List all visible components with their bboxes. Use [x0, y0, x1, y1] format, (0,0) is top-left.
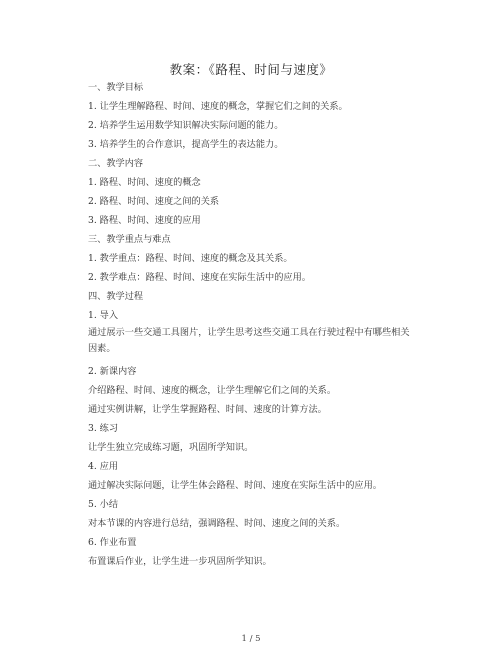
focus-item-2: 2. 教学难点：路程、时间、速度在实际生活中的应用。: [88, 272, 311, 283]
intro-paragraph: 通过展示一些交通工具图片，让学生思考这些交通工具在行驶过程中有哪些相关因素。: [88, 327, 410, 354]
process-step-2-text-2: 通过实例讲解，让学生掌握路程、时间、速度的计算方法。: [88, 404, 327, 415]
process-step-5: 5. 小结: [88, 499, 119, 510]
objective-item-1: 1. 让学生理解路程、时间、速度的概念，掌握它们之间的关系。: [88, 101, 348, 112]
page-number: 1 / 5: [241, 634, 261, 644]
content-item-1: 1. 路程、时间、速度的概念: [88, 177, 201, 188]
content-item-3: 3. 路程、时间、速度的应用: [88, 215, 201, 226]
process-step-6: 6. 作业布置: [88, 537, 137, 548]
process-step-4: 4. 应用: [88, 461, 119, 472]
process-step-6-text: 布置课后作业，让学生进一步巩固所学知识。: [88, 556, 272, 567]
process-step-3-text: 让学生独立完成练习题，巩固所学知识。: [88, 442, 254, 453]
process-step-3: 3. 练习: [88, 423, 119, 434]
section-heading-focus: 三、教学重点与难点: [88, 234, 171, 245]
focus-item-1: 1. 教学重点：路程、时间、速度的概念及其关系。: [88, 253, 293, 264]
section-heading-process: 四、教学过程: [88, 291, 144, 302]
process-step-1: 1. 导入: [88, 310, 119, 321]
content-item-2: 2. 路程、时间、速度之间的关系: [88, 196, 220, 207]
process-step-4-text: 通过解决实际问题，让学生体会路程、时间、速度在实际生活中的应用。: [88, 480, 382, 491]
process-step-2-text-1: 介绍路程、时间、速度的概念，让学生理解它们之间的关系。: [88, 385, 337, 396]
process-step-2: 2. 新课内容: [88, 366, 137, 377]
section-heading-objectives: 一、教学目标: [88, 82, 144, 93]
section-heading-content: 二、教学内容: [88, 158, 144, 169]
objective-item-2: 2. 培养学生运用数学知识解决实际问题的能力。: [88, 120, 284, 131]
objective-item-3: 3. 培养学生的合作意识，提高学生的表达能力。: [88, 139, 284, 150]
document-title: 教案：《路程、时间与速度》: [169, 62, 333, 77]
process-step-5-text: 对本节课的内容进行总结，强调路程、时间、速度之间的关系。: [88, 518, 346, 529]
